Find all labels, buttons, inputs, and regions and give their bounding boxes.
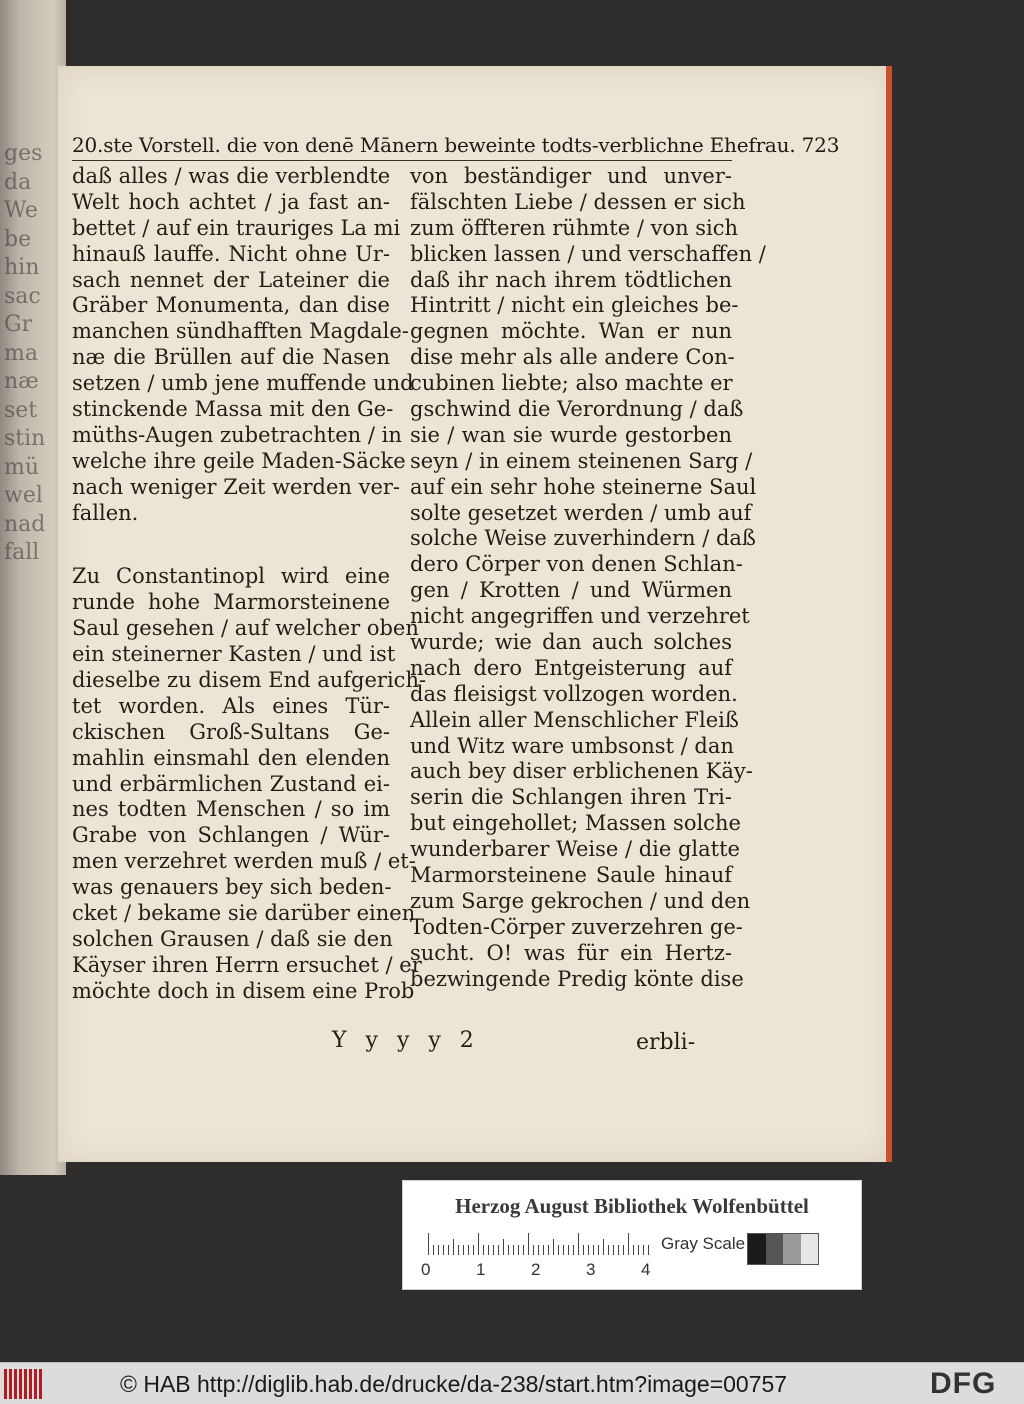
text-line: mahlin einsmahl den elenden bbox=[72, 745, 390, 770]
text-line: dero Cörper von denen Schlan- bbox=[410, 552, 743, 577]
text-line: nes todten Menschen / so im bbox=[72, 797, 390, 822]
ruler-numbers bbox=[421, 1260, 661, 1280]
text-line: tet worden. Als eines Tür- bbox=[72, 693, 390, 718]
text-line: Todten-Cörper zuverzehren ge- bbox=[410, 914, 743, 939]
ruler-tick bbox=[638, 1245, 639, 1255]
ruler-tick bbox=[458, 1245, 459, 1255]
text-line: men verzehret werden muß / et- bbox=[72, 849, 416, 874]
ruler-tick bbox=[513, 1245, 514, 1255]
text-line: sucht. O! was für ein Hertz- bbox=[410, 940, 732, 965]
text-line: solte gesetzet werden / umb auf bbox=[410, 500, 752, 525]
text-line: Zu Constantinopl wird eine bbox=[72, 564, 390, 589]
ruler-tick bbox=[448, 1245, 449, 1255]
text-line: Grabe von Schlangen / Wür- bbox=[72, 823, 390, 848]
text-line: runde hohe Marmorsteinene bbox=[72, 590, 390, 615]
text-line: blicken lassen / und verschaffen / bbox=[410, 241, 766, 266]
ruler-tick bbox=[508, 1245, 509, 1255]
ruler-tick bbox=[628, 1233, 629, 1255]
page-edge-red bbox=[886, 66, 892, 1162]
text-line: müths-Augen zubetrachten / in bbox=[72, 422, 402, 447]
text-line: das fleisigst vollzogen worden. bbox=[410, 681, 738, 706]
ruler-tick bbox=[598, 1245, 599, 1255]
text-line: Marmorsteinene Saule hinauf bbox=[410, 863, 732, 888]
ruler-tick bbox=[618, 1245, 619, 1255]
text-line: fälschten Liebe / dessen er sich bbox=[410, 189, 746, 214]
ruler-tick bbox=[558, 1245, 559, 1255]
text-line: sach nennet der Lateiner die bbox=[72, 267, 390, 292]
ruler-tick bbox=[568, 1245, 569, 1255]
text-line: setzen / umb jene muffende und bbox=[72, 371, 414, 396]
reference-card bbox=[402, 1180, 862, 1290]
text-line: stinckende Massa mit den Ge- bbox=[72, 397, 394, 422]
ruler-tick bbox=[478, 1233, 479, 1255]
text-line: möchte doch in disem eine Prob bbox=[72, 978, 415, 1003]
logo-bar bbox=[24, 1369, 27, 1399]
ruler-tick bbox=[548, 1245, 549, 1255]
text-line: sie / wan sie wurde gestorben bbox=[410, 422, 732, 447]
paragraph-gap bbox=[72, 526, 390, 564]
text-line: und Witz ware umbsonst / dan bbox=[410, 733, 734, 758]
ruler-tick bbox=[498, 1245, 499, 1255]
ruler-tick bbox=[623, 1245, 624, 1255]
previous-page-edge bbox=[0, 0, 66, 1175]
ruler-tick bbox=[578, 1233, 579, 1255]
text-line: cubinen liebte; also machte er bbox=[410, 371, 733, 396]
ruler-number: 2 bbox=[531, 1260, 541, 1279]
text-line: zum öffteren rühmte / von sich bbox=[410, 215, 739, 240]
ruler-tick bbox=[488, 1245, 489, 1255]
text-line: cket / bekame sie darüber einen bbox=[72, 901, 416, 926]
ruler-tick bbox=[643, 1245, 644, 1255]
logo-bar bbox=[14, 1369, 17, 1399]
ruler-tick bbox=[613, 1245, 614, 1255]
dfg-logo: DFG bbox=[930, 1367, 997, 1400]
ruler-tick bbox=[553, 1239, 554, 1255]
text-line: hinauß lauffe. Nicht ohne Ur- bbox=[72, 241, 390, 266]
logo-bar bbox=[39, 1369, 42, 1399]
text-line: dise mehr als alle andere Con- bbox=[410, 345, 735, 370]
text-line: von beständiger und unver- bbox=[410, 164, 732, 188]
ruler-number: 0 bbox=[421, 1260, 431, 1279]
text-line: nicht angegriffen und verzehret bbox=[410, 604, 750, 629]
ruler-tick bbox=[593, 1245, 594, 1255]
gray-swatch bbox=[783, 1234, 801, 1264]
catchword: erbli- bbox=[636, 1030, 696, 1055]
ruler-tick bbox=[603, 1239, 604, 1255]
ruler-number: 4 bbox=[641, 1260, 651, 1279]
ruler-tick bbox=[573, 1245, 574, 1255]
ruler-tick bbox=[538, 1245, 539, 1255]
ruler-tick bbox=[518, 1245, 519, 1255]
gray-swatch bbox=[748, 1234, 766, 1264]
text-line: wunderbarer Weise / die glatte bbox=[410, 837, 740, 862]
ruler-tick bbox=[523, 1245, 524, 1255]
text-line: fallen. bbox=[72, 500, 139, 525]
text-line: ckischen Groß-Sultans Ge- bbox=[72, 719, 390, 744]
gray-swatch bbox=[801, 1234, 819, 1264]
text-line: næ die Brüllen auf die Nasen bbox=[72, 345, 390, 370]
text-line: und erbärmlichen Zustand ei- bbox=[72, 771, 390, 796]
text-line: Hintritt / nicht ein gleiches be- bbox=[410, 293, 739, 318]
text-line: wurde; wie dan auch solches bbox=[410, 630, 732, 655]
text-line: Gräber Monumenta, dan dise bbox=[72, 293, 390, 318]
text-line: but eingehollet; Massen solche bbox=[410, 811, 741, 836]
text-line: daß ihr nach ihrem tödtlichen bbox=[410, 267, 732, 292]
copyright-url[interactable]: © HAB http://diglib.hab.de/drucke/da-238/start.htm?image=00757 bbox=[120, 1371, 788, 1397]
text-line: Welt hoch achtet / ja fast an- bbox=[72, 189, 390, 214]
text-line: auch bey diser erblichenen Käy- bbox=[410, 759, 753, 784]
text-line: solchen Grausen / daß sie den bbox=[72, 926, 393, 951]
ruler-tick bbox=[428, 1233, 429, 1255]
ruler-tick bbox=[563, 1245, 564, 1255]
signature-mark: Y y y y 2 bbox=[332, 1028, 480, 1053]
text-line: serin die Schlangen ihren Tri- bbox=[410, 785, 732, 810]
text-line: welche ihre geile Maden-Säcke bbox=[72, 448, 406, 473]
ruler-tick bbox=[528, 1233, 529, 1255]
right-column bbox=[410, 164, 766, 993]
ruler-tick bbox=[473, 1245, 474, 1255]
footer-bar bbox=[0, 1362, 1024, 1404]
ruler-tick bbox=[433, 1245, 434, 1255]
logo-bar bbox=[19, 1369, 22, 1399]
running-head: 20.ste Vorstell. die von denē Mānern beweinte todts-verblichne Ehefrau. 723 bbox=[72, 133, 840, 157]
text-line: bezwingende Predig könte dise bbox=[410, 966, 744, 991]
ruler-tick bbox=[453, 1239, 454, 1255]
ruler-number: 3 bbox=[586, 1260, 596, 1279]
text-line: was genauers bey sich beden- bbox=[72, 875, 392, 900]
text-line: bettet / auf ein trauriges La mi bbox=[72, 215, 401, 240]
text-line: nach dero Entgeisterung auf bbox=[410, 655, 732, 680]
ruler-tick bbox=[493, 1245, 494, 1255]
ruler-tick bbox=[633, 1245, 634, 1255]
text-line: Allein aller Menschlicher Fleiß bbox=[410, 707, 739, 732]
ruler-tick bbox=[533, 1245, 534, 1255]
ruler-tick bbox=[588, 1245, 589, 1255]
ruler-tick bbox=[438, 1245, 439, 1255]
logo-bar bbox=[34, 1369, 37, 1399]
gray-scale-swatches bbox=[747, 1233, 819, 1265]
text-line: gegnen möchte. Wan er nun bbox=[410, 319, 732, 344]
left-column bbox=[72, 164, 427, 1005]
text-line: dieselbe zu disem End aufgerich- bbox=[72, 668, 427, 693]
ruler-tick bbox=[503, 1239, 504, 1255]
text-line: Käyser ihren Herrn ersuchet / er bbox=[72, 952, 422, 977]
logo-bar bbox=[9, 1369, 12, 1399]
text-line: manchen sündhafften Magdale- bbox=[72, 319, 409, 344]
text-line: auf ein sehr hohe steinerne Saul bbox=[410, 474, 757, 499]
logo-bar bbox=[29, 1369, 32, 1399]
text-line: gen / Krotten / und Würmen bbox=[410, 578, 732, 603]
ruler-tick bbox=[608, 1245, 609, 1255]
gray-swatch bbox=[766, 1234, 784, 1264]
measurement-ruler bbox=[428, 1233, 650, 1255]
library-name: Herzog August Bibliothek Wolfenbüttel bbox=[455, 1194, 809, 1218]
ruler-tick bbox=[483, 1245, 484, 1255]
text-line: gschwind die Verordnung / daß bbox=[410, 397, 744, 422]
logo-bar bbox=[4, 1369, 7, 1399]
text-line: nach weniger Zeit werden ver- bbox=[72, 474, 401, 499]
ruler-tick bbox=[648, 1245, 649, 1255]
running-head-rule bbox=[72, 160, 732, 161]
ruler-tick bbox=[583, 1245, 584, 1255]
text-line: ein steinerner Kasten / und ist bbox=[72, 642, 396, 667]
ruler-tick bbox=[463, 1245, 464, 1255]
text-line: Saul gesehen / auf welcher oben bbox=[72, 616, 419, 641]
ruler-tick bbox=[543, 1245, 544, 1255]
text-line: seyn / in einem steinenen Sarg / bbox=[410, 448, 753, 473]
previous-page-text: ges da We be hin sac Gr ma næ set stin mü wel nad fall bbox=[4, 141, 46, 565]
ruler-tick bbox=[443, 1245, 444, 1255]
gray-scale-label: Gray Scale bbox=[661, 1234, 746, 1253]
text-line: daß alles / was die verblendte bbox=[72, 164, 391, 188]
hab-logo-icon bbox=[4, 1369, 46, 1399]
text-line: zum Sarge gekrochen / und den bbox=[410, 888, 751, 913]
ruler-number: 1 bbox=[476, 1260, 486, 1279]
ruler-tick bbox=[468, 1245, 469, 1255]
text-line: solche Weise zuverhindern / daß bbox=[410, 526, 756, 551]
